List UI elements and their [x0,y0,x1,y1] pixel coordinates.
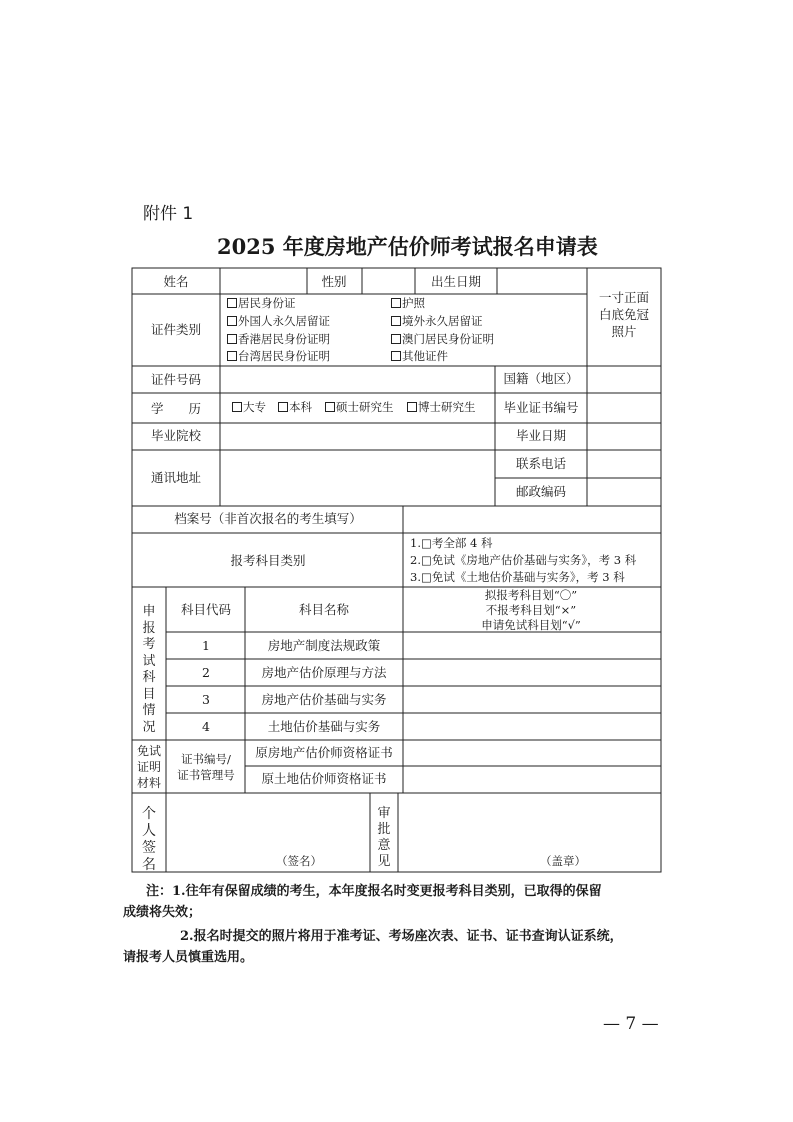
checkbox-icon[interactable] [227,316,237,326]
subject-name: 房地产估价基础与实务 [261,692,387,707]
id-option-hongkong[interactable]: 香港居民身份证明 [227,334,330,346]
exempt-cert-real-estate: 原房地产估价师资格证书 [255,745,393,760]
checkbox-icon[interactable] [391,316,401,326]
edu-option-doctor[interactable]: 博士研究生 [407,402,476,414]
grad-date-field[interactable] [588,424,660,449]
note-2-line-2: 请报考人员慎重选用。 [123,950,254,965]
id-type-label: 证件类别 [150,322,202,337]
photo-note-3: 照片 [611,324,637,339]
id-option-resident-card[interactable]: 居民身份证 [227,298,296,310]
category-label: 报考科目类别 [230,553,306,568]
exempt-cert-field[interactable] [404,767,660,792]
subject-mark-field[interactable] [404,687,660,712]
archive-number-label: 档案号（非首次报名的考生填写） [174,511,362,526]
phone-label: 联系电话 [515,456,567,471]
mark-legend-not-apply: 不报考科目划“×” [485,603,577,617]
subject-name: 房地产估价原理与方法 [261,665,387,680]
note-1-line-2: 成绩将失效； [123,905,202,920]
subject-code: 1 [202,638,210,653]
id-option-macau[interactable]: 澳门居民身份证明 [391,334,494,346]
education-label: 学 历 [150,401,202,416]
id-number-field[interactable] [221,367,494,392]
note-1-line-1: 注：1.往年有保留成绩的考生，本年度报名时变更报考科目类别，已取得的保留 [146,884,602,899]
approval-field[interactable] [399,794,660,871]
edu-option-master[interactable]: 硕士研究生 [325,402,394,414]
subject-code-header: 科目代码 [180,602,232,617]
signature-side-label: 个人签名 [142,806,156,873]
cert-number-field[interactable] [588,394,660,422]
attachment-label: 附件 1 [143,204,194,224]
photo-note-2: 白底免冠 [598,307,650,322]
category-option-2[interactable]: 2.□免试《房地产估价基础与实务》，考 3 科 [410,553,637,567]
exempt-side-label-1: 免试 [136,744,162,758]
grad-date-label: 毕业日期 [515,428,567,443]
subject-name-header: 科目名称 [298,602,350,617]
school-label: 毕业院校 [150,428,202,443]
subject-name: 房地产制度法规政策 [267,638,381,653]
phone-field[interactable] [588,451,660,477]
note-2-line-1: 2.报名时提交的照片将用于准考证、考场座次表、证书、证书查询认证系统， [180,929,623,944]
subject-mark-field[interactable] [404,714,660,739]
checkbox-icon[interactable] [232,402,242,412]
mark-legend-apply: 拟报考科目划“〇” [484,588,578,602]
checkbox-icon[interactable] [407,402,417,412]
subject-name: 土地估价基础与实务 [267,719,381,734]
subject-code: 4 [202,719,210,734]
birth-date-field[interactable] [498,269,586,293]
signature-note: （签名） [276,854,322,868]
checkbox-icon[interactable] [227,334,237,344]
approval-side-label: 审批意见 [377,806,391,869]
exempt-cert-land: 原土地估价师资格证书 [261,771,387,786]
page-title: 2025 年度房地产估价师考试报名申请表 [217,234,598,259]
photo-note-1: 一寸正面 [598,290,650,305]
cert-id-label-1: 证书编号/ [181,752,231,766]
category-option-1[interactable]: 1.□考全部 4 科 [410,536,493,550]
edu-option-bachelor[interactable]: 本科 [278,402,312,414]
nationality-label: 国籍（地区） [503,371,579,386]
id-option-other[interactable]: 其他证件 [391,351,448,363]
cert-id-label-2: 证书管理号 [177,768,235,782]
id-option-passport[interactable]: 护照 [391,298,425,310]
checkbox-icon[interactable] [227,351,237,361]
checkbox-icon[interactable] [278,402,288,412]
gender-label: 性别 [321,274,347,289]
id-number-label: 证件号码 [150,372,202,387]
checkbox-icon[interactable] [227,298,237,308]
checkbox-icon[interactable] [391,334,401,344]
postcode-field[interactable] [588,479,660,505]
address-label: 通讯地址 [150,470,202,485]
checkbox-icon[interactable] [325,402,335,412]
mark-legend-exempt: 申请免试科目划“√” [481,618,581,632]
id-option-overseas-permanent[interactable]: 境外永久居留证 [391,316,483,328]
subject-code: 3 [202,692,210,707]
gender-field[interactable] [363,269,414,293]
checkbox-icon[interactable] [391,351,401,361]
signature-field[interactable] [167,794,369,871]
exempt-cert-field[interactable] [404,741,660,765]
exempt-side-label-2: 证明 [136,760,162,774]
id-option-foreign-permanent[interactable]: 外国人永久居留证 [227,316,330,328]
stamp-note: （盖章） [540,854,586,868]
birth-date-label: 出生日期 [430,274,482,289]
exempt-side-label-3: 材料 [136,776,162,790]
cert-number-label: 毕业证书编号 [503,400,579,415]
category-option-3[interactable]: 3.□免试《土地估价基础与实务》，考 3 科 [410,570,625,584]
name-field[interactable] [221,269,306,293]
subject-code: 2 [202,665,210,680]
school-field[interactable] [221,424,494,449]
subject-mark-field[interactable] [404,660,660,685]
subjects-side-label: 申报考试科目情况 [142,604,156,735]
name-label: 姓名 [163,274,189,289]
subject-mark-field[interactable] [404,633,660,658]
address-field[interactable] [221,451,494,505]
archive-number-field[interactable] [404,507,660,532]
id-option-taiwan[interactable]: 台湾居民身份证明 [227,351,330,363]
checkbox-icon[interactable] [391,298,401,308]
edu-option-junior-college[interactable]: 大专 [232,402,266,414]
nationality-field[interactable] [588,367,660,392]
postcode-label: 邮政编码 [515,484,567,499]
page-number: — 7 — [603,1014,659,1034]
